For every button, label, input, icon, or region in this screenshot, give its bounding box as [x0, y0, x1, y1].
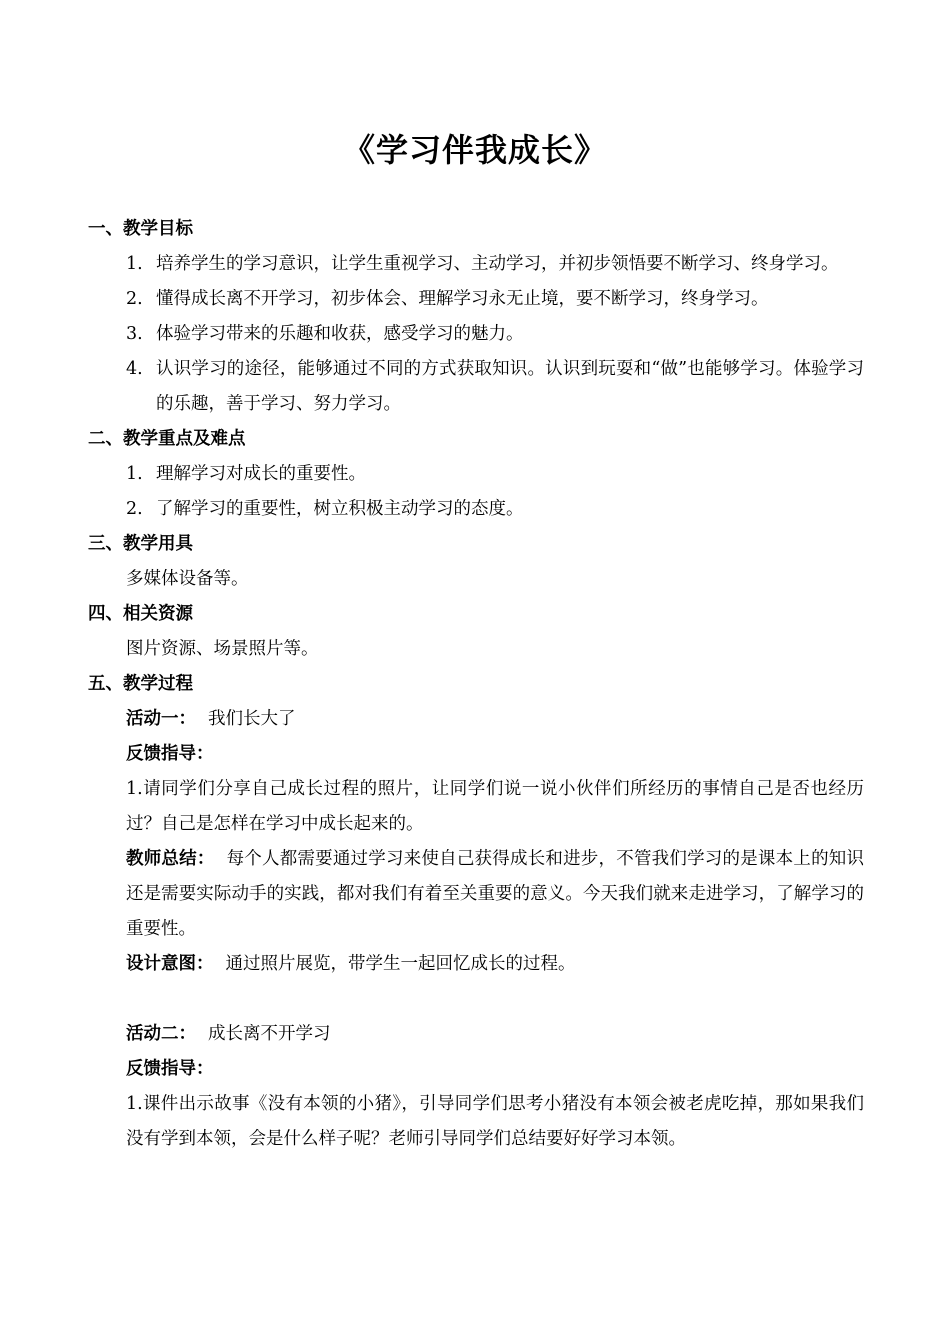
- section-heading-teaching-goals: 一、教学目标: [88, 219, 193, 239]
- list-item-text: 体验学习带来的乐趣和收获，感受学习的魅力。: [156, 324, 524, 344]
- activity-one-line: [88, 702, 864, 737]
- section-heading-teaching-tools: 三、教学用具: [88, 534, 193, 554]
- section-text-tools: 多媒体设备等。: [126, 569, 249, 589]
- document-body: [88, 212, 864, 1157]
- design-intent-text: 通过照片展览，带学生一起回忆成长的过程。: [225, 954, 576, 974]
- design-intent-label: 设计意图：: [126, 954, 214, 974]
- activity-two-line: [88, 1017, 864, 1052]
- list-item-number: 2.: [126, 289, 143, 309]
- document-title: 《学习伴我成长》: [342, 131, 607, 169]
- activity-one-label: 活动一：: [126, 709, 196, 729]
- activity-one-design: [88, 947, 864, 982]
- activity-two-feedback-label-line: [88, 1052, 864, 1087]
- teacher-summary-label: 教师总结：: [126, 849, 215, 869]
- list-item-text: 培养学生的学习意识，让学生重视学习、主动学习，并初步领悟要不断学习、终身学习。: [156, 254, 839, 274]
- feedback-label: 反馈指导：: [126, 1059, 214, 1079]
- section-text-resources: 图片资源、场景照片等。: [126, 639, 319, 659]
- activity-one-title: 我们长大了: [208, 709, 296, 729]
- list-item-number: 1.: [126, 464, 143, 484]
- blank-line: [88, 982, 864, 1017]
- list-item: [88, 352, 864, 422]
- list-item-text: 理解学习对成长的重要性。: [156, 464, 366, 484]
- list-item-number: 4.: [126, 359, 143, 379]
- list-item: [88, 282, 864, 317]
- list-item: [88, 247, 864, 282]
- list-item-text: 懂得成长离不开学习，初步体会、理解学习永无止境，要不断学习，终身学习。: [156, 289, 769, 309]
- list-item-number: 3.: [126, 324, 143, 344]
- activity-two-label: 活动二：: [126, 1024, 196, 1044]
- feedback-label: 反馈指导：: [126, 744, 214, 764]
- list-item-number: 1.: [126, 254, 143, 274]
- section-heading-resources: 四、相关资源: [88, 604, 193, 624]
- section-heading-key-points: 二、教学重点及难点: [88, 429, 246, 449]
- activity-one-feedback-text: 1.请同学们分享自己成长过程的照片，让同学们说一说小伙伴们所经历的事情自己是否也经历过？自己是怎样在学习中成长起来的。: [126, 779, 864, 834]
- activity-one-summary: [88, 842, 864, 947]
- activity-two-title: 成长离不开学习: [208, 1024, 331, 1044]
- list-item-text: 了解学习的重要性，树立积极主动学习的态度。: [156, 499, 524, 519]
- teacher-summary-text: 每个人都需要通过学习来使自己获得成长和进步，不管我们学习的是课本上的知识还是需要实际动手的实践，都对我们有着至关重要的意义。今天我们就来走进学习，了解学习的重要性。: [126, 849, 864, 939]
- list-item-text: 认识学习的途径，能够通过不同的方式获取知识。认识到玩耍和“做”也能够学习。体验学习的乐趣，善于学习、努力学习。: [156, 359, 864, 414]
- activity-two-feedback-text: 1.课件出示故事《没有本领的小猪》，引导同学们思考小猪没有本领会被老虎吃掉，那如果我们没有学到本领，会是什么样子呢？老师引导同学们总结要好好学习本领。: [126, 1094, 864, 1149]
- list-item-number: 2.: [126, 499, 143, 519]
- list-item: [88, 492, 864, 527]
- activity-one-feedback-label-line: [88, 737, 864, 772]
- section-heading-teaching-process: 五、教学过程: [88, 674, 193, 694]
- list-item: [88, 317, 864, 352]
- list-item: [88, 457, 864, 492]
